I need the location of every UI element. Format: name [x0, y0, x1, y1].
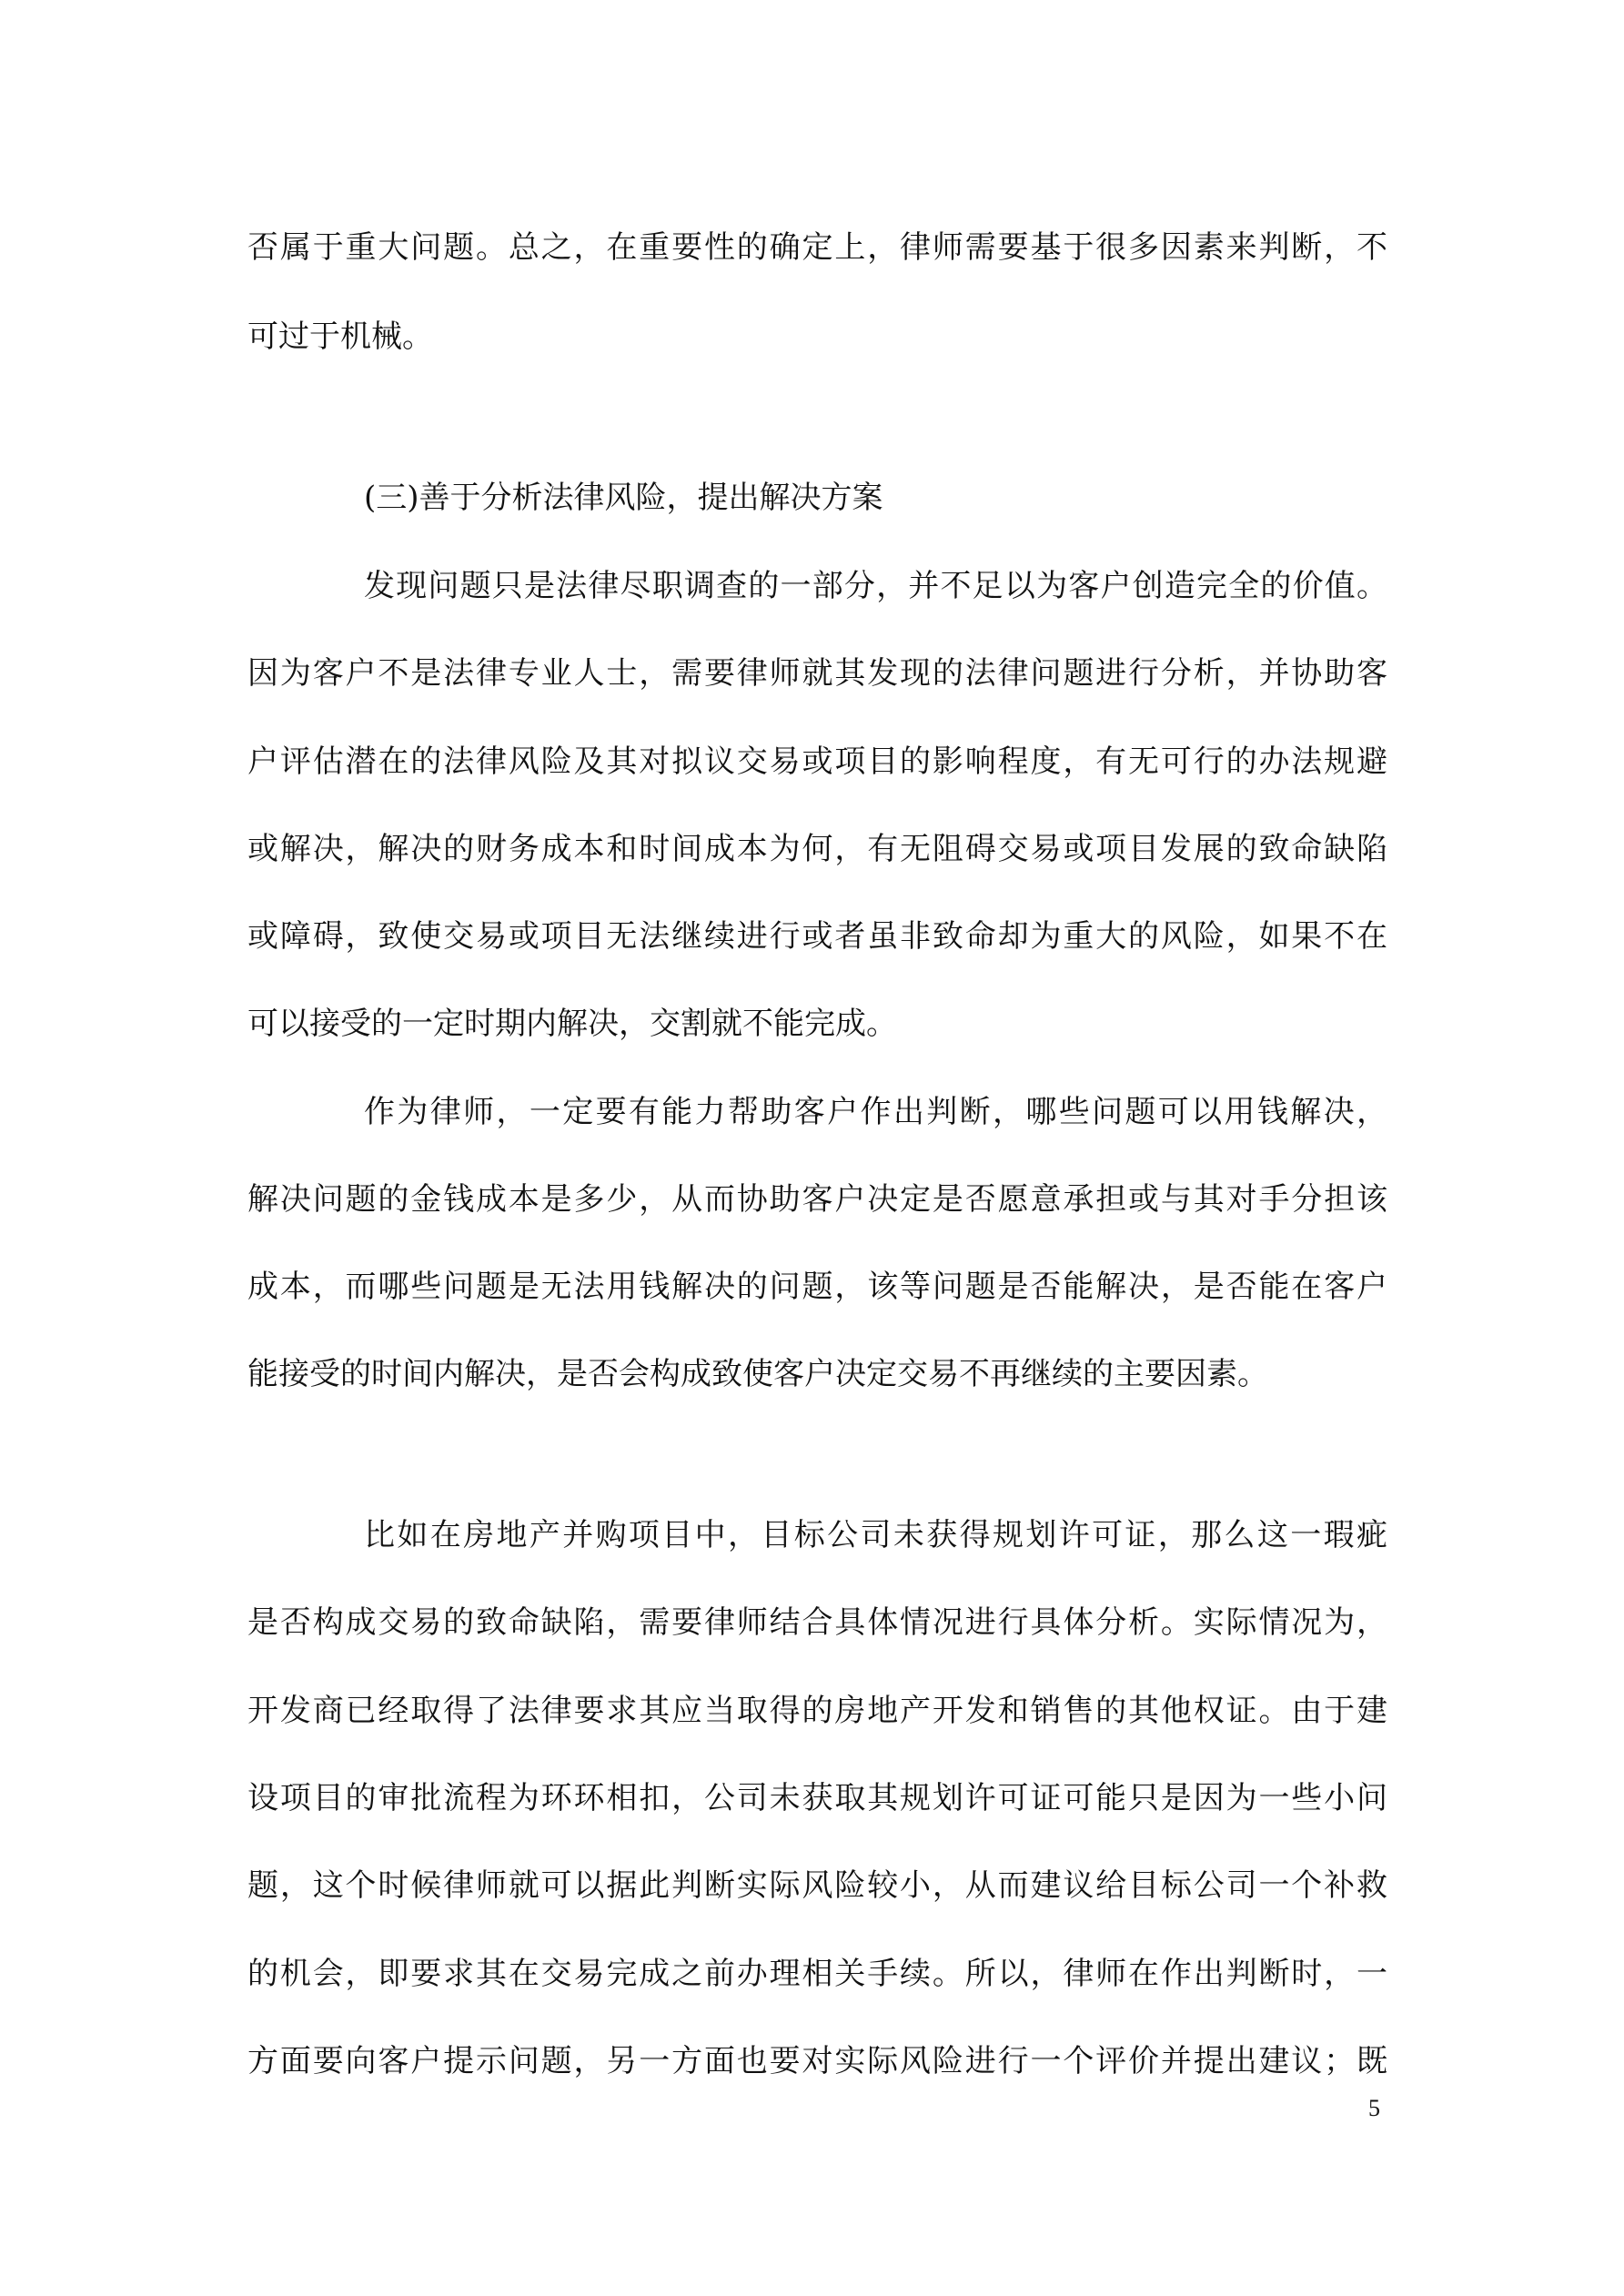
paragraph-line: 方面要向客户提示问题，另一方面也要对实际风险进行一个评价并提出建议；既 [247, 2043, 1387, 2079]
page-number: 5 [1368, 2095, 1380, 2121]
paragraph-line: 设项目的审批流程为环环相扣，公司未获取其规划许可证可能只是因为一些小问 [247, 1780, 1387, 1816]
paragraph-line: 解决问题的金钱成本是多少，从而协助客户决定是否愿意承担或与其对手分担该 [247, 1181, 1387, 1218]
paragraph-line: 可过于机械。 [247, 319, 433, 355]
paragraph-line: 比如在房地产并购项目中，目标公司未获得规划许可证，那么这一瑕疵 [364, 1517, 1387, 1553]
paragraph-line: 否属于重大问题。总之，在重要性的确定上，律师需要基于很多因素来判断，不 [247, 229, 1387, 266]
paragraph-line: 作为律师，一定要有能力帮助客户作出判断，哪些问题可以用钱解决， [364, 1094, 1387, 1130]
paragraph-line: 可以接受的一定时期内解决，交割就不能完成。 [247, 1006, 897, 1042]
paragraph-line: 因为客户不是法律专业人士，需要律师就其发现的法律问题进行分析，并协助客 [247, 655, 1387, 692]
paragraph-line: 题，这个时候律师就可以据此判断实际风险较小，从而建议给目标公司一个补救 [247, 1867, 1387, 1904]
paragraph-line: 开发商已经取得了法律要求其应当取得的房地产开发和销售的其他权证。由于建 [247, 1693, 1387, 1729]
paragraph-line: 是否构成交易的致命缺陷，需要律师结合具体情况进行具体分析。实际情况为， [247, 1604, 1387, 1641]
paragraph-line: 或障碍，致使交易或项目无法继续进行或者虽非致命却为重大的风险，如果不在 [247, 918, 1387, 955]
paragraph-line: 户评估潜在的法律风险及其对拟议交易或项目的影响程度，有无可行的办法规避 [247, 743, 1387, 780]
paragraph-line: 或解决，解决的财务成本和时间成本为何，有无阻碍交易或项目发展的致命缺陷 [247, 831, 1387, 867]
section-heading: (三)善于分析法律风险，提出解决方案 [364, 480, 883, 516]
paragraph-line: 成本，而哪些问题是无法用钱解决的问题，该等问题是否能解决，是否能在客户 [247, 1269, 1387, 1305]
paragraph-line: 发现问题只是法律尽职调查的一部分，并不足以为客户创造完全的价值。 [364, 568, 1387, 604]
paragraph-line: 能接受的时间内解决，是否会构成致使客户决定交易不再继续的主要因素。 [247, 1356, 1268, 1392]
paragraph-line: 的机会，即要求其在交易完成之前办理相关手续。所以，律师在作出判断时，一 [247, 1956, 1387, 1992]
